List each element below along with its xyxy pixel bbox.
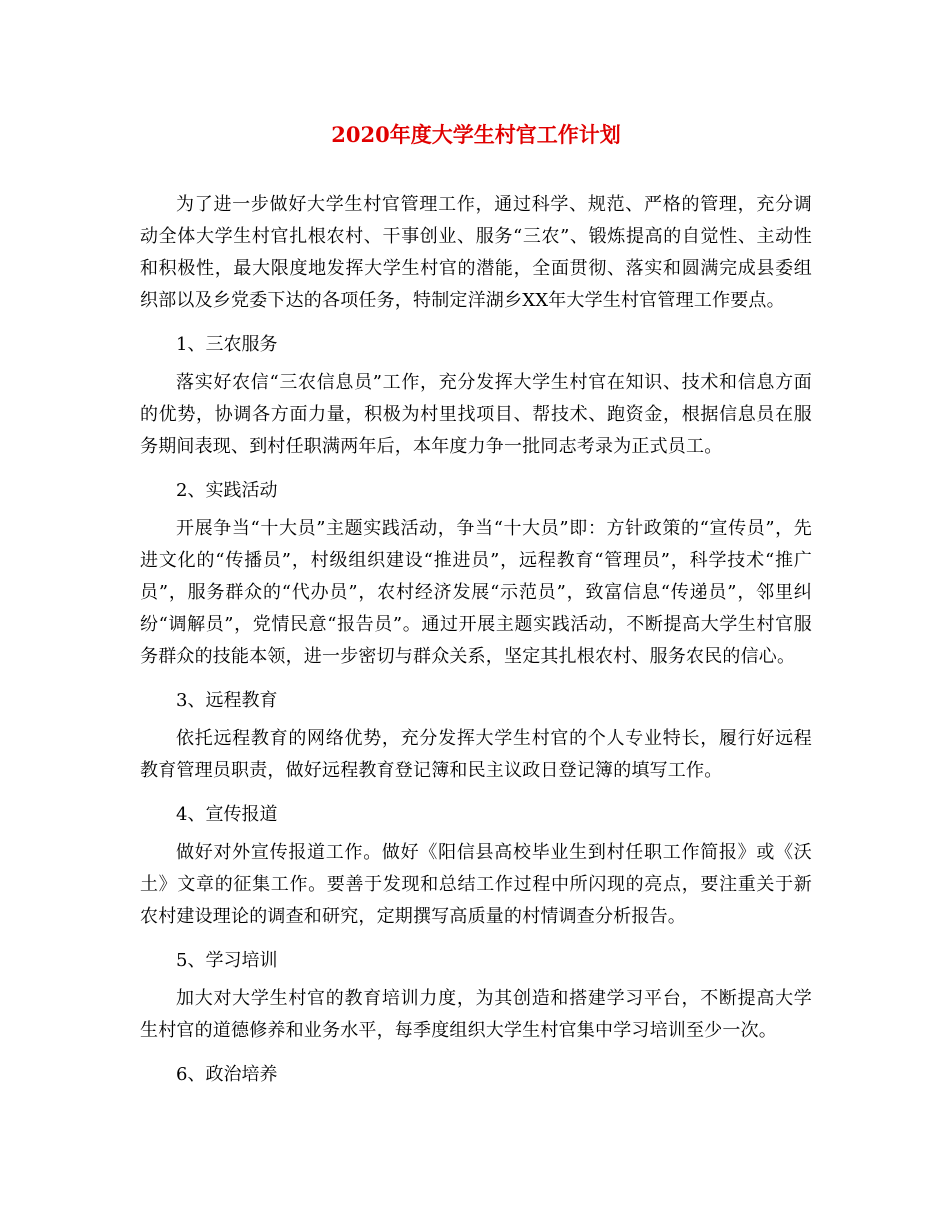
section-heading-6: 6、政治培养 [176,1064,278,1085]
section-heading-4: 4、宣传报道 [176,804,278,825]
section-body-1: 落实好农信“三农信息员”工作，充分发挥大学生村官在知识、技术和信息方面的优势，协调各方面力量，积极为村里找项目、帮技术、跑资金，根据信息员在服务期间表现、到村任职满两年后，本年度力争一批同志考录为正式员工。 [140,372,812,457]
section-heading-1: 1、三农服务 [176,334,278,355]
document-title: 2020年度大学生村官工作计划 [331,122,621,147]
section-body-4: 做好对外宣传报道工作。做好《阳信县高校毕业生到村任职工作简报》或《沃土》文章的征集工作。要善于发现和总结工作过程中所闪现的亮点，要注重关于新农村建设理论的调查和研究，定期撰写高质量的村情调查分析报告。 [140,842,812,927]
document-body [140,189,812,1097]
section-heading-3: 3、远程教育 [176,690,278,711]
intro-paragraph: 为了进一步做好大学生村官管理工作，通过科学、规范、严格的管理，充分调动全体大学生村官扎根农村、干事创业、服务“三农”、锻炼提高的自觉性、主动性和积极性，最大限度地发挥大学生村官的潜能，全面贯彻、落实和圆满完成县委组织部以及乡党委下达的各项任务，特制定洋湖乡XX年大学生村官管理工作要点。 [140,194,812,311]
section-body-3: 依托远程教育的网络优势，充分发挥大学生村官的个人专业特长，履行好远程教育管理员职责，做好远程教育登记簿和民主议政日登记簿的填写工作。 [140,728,812,781]
section-body-2: 开展争当“十大员”主题实践活动，争当“十大员”即：方针政策的“宣传员”，先进文化的“传播员”，村级组织建设“推进员”，远程教育“管理员”，科学技术“推广员”，服务群众的“代办员”，农村经济发展“示范员”，致富信息“传递员”，邻里纠纷“调解员”，党情民意“报告员”。通过开展主题实践活动，不断提高大学生村官服务群众的技能本领，进一步密切与群众关系，坚定其扎根农村、服务农民的信心。 [140,518,812,667]
section-heading-5: 5、学习培训 [176,950,278,971]
section-heading-2: 2、实践活动 [176,480,278,501]
section-body-5: 加大对大学生村官的教育培训力度，为其创造和搭建学习平台，不断提高大学生村官的道德修养和业务水平，每季度组织大学生村官集中学习培训至少一次。 [140,988,812,1041]
